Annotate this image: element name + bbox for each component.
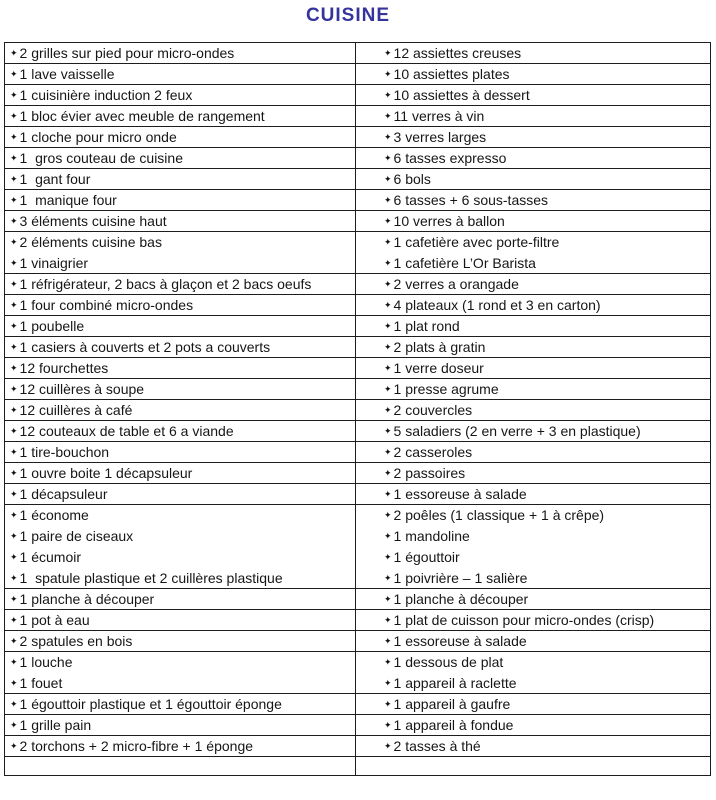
list-item [384,526,707,547]
item-text: 1 presse agrume [393,381,499,397]
bullet-icon: ✦ [384,343,392,353]
table-row [5,505,710,589]
list-item [384,652,707,673]
table-row [5,715,710,736]
table-row [5,316,710,337]
item-text: 12 cuillères à café [19,402,133,418]
bullet-icon: ✦ [384,532,392,542]
item-text: 1 appareil à gaufre [393,696,511,712]
list-item [10,379,352,399]
cell-left [5,316,356,336]
table-row [5,211,710,232]
list-item [10,715,352,735]
item-text: 2 passoires [393,465,466,481]
bullet-icon: ✦ [384,280,392,290]
item-text: 1 manique four [19,192,117,208]
item-text: 1 paire de ciseaux [19,528,134,544]
list-item [384,43,707,63]
bullet-icon: ✦ [10,532,18,542]
cell-right [356,169,710,189]
bullet-icon: ✦ [10,91,18,101]
bullet-icon: ✦ [10,343,18,353]
cell-right [356,295,710,315]
bullet-icon: ✦ [10,616,18,626]
list-item [384,568,707,588]
bullet-icon: ✦ [10,595,18,605]
list-item [384,211,707,231]
item-text: 2 verres a orangade [393,276,519,292]
bullet-icon: ✦ [384,322,392,332]
list-item [384,547,707,568]
list-item [10,211,352,231]
item-text: 1 dessous de plat [393,654,504,670]
bullet-icon: ✦ [384,469,392,479]
bullet-icon: ✦ [384,658,392,668]
cell-right [356,505,710,588]
cell-left [5,463,356,483]
cell-left [5,211,356,231]
list-item [384,190,707,210]
item-text: 2 grilles sur pied pour micro-ondes [19,45,235,61]
item-text: 1 ouvre boite 1 décapsuleur [19,465,193,481]
cell-left [5,505,356,588]
bullet-icon: ✦ [10,154,18,164]
bullet-icon: ✦ [384,301,392,311]
list-item [10,610,352,630]
bullet-icon: ✦ [384,721,392,731]
cell-left [5,631,356,651]
cell-right [356,211,710,231]
bullet-icon: ✦ [10,490,18,500]
list-item [10,190,352,210]
list-item [10,526,352,547]
bullet-icon: ✦ [10,322,18,332]
bullet-icon: ✦ [10,658,18,668]
bullet-icon: ✦ [384,448,392,458]
bullet-icon: ✦ [384,196,392,206]
list-item [384,484,707,504]
item-text: 1 plat de cuisson pour micro-ondes (crisp) [393,612,655,628]
table-row [5,169,710,190]
inventory-table [4,42,711,776]
item-text: 1 vinaigrier [19,255,89,271]
list-item [10,463,352,483]
list-item [384,253,707,273]
page-title: CUISINE [305,5,391,26]
table-row [5,64,710,85]
item-text: 2 poêles (1 classique + 1 à crêpe) [393,507,605,523]
list-item [384,505,707,526]
bullet-icon: ✦ [10,49,18,59]
cell-right [356,589,710,609]
item-text: 1 gant four [19,171,91,187]
item-text: 1 bloc évier avec meuble de rangement [19,108,265,124]
cell-right [356,631,710,651]
table-row [5,421,710,442]
bullet-icon: ✦ [384,427,392,437]
list-item [10,400,352,420]
cell-left [5,442,356,462]
list-item [384,736,707,756]
list-item [10,85,352,105]
item-text: 11 verres à vin [393,108,485,124]
item-text: 12 fourchettes [19,360,109,376]
list-item [384,127,707,147]
list-item [384,148,707,168]
list-item [10,631,352,651]
bullet-icon: ✦ [10,238,18,248]
list-item [10,568,352,588]
bullet-icon: ✦ [10,553,18,563]
cell-right [356,484,710,504]
item-text: 1 planche à découper [19,591,155,607]
item-text: 12 cuillères à soupe [19,381,145,397]
cell-left [5,43,356,63]
list-item [10,358,352,378]
cell-right [356,442,710,462]
bullet-icon: ✦ [384,742,392,752]
bullet-icon: ✦ [384,385,392,395]
list-item [10,505,352,526]
cell-right [356,148,710,168]
bullet-icon: ✦ [384,70,392,80]
item-text: 2 tasses à thé [393,738,481,754]
list-item [10,484,352,504]
cell-left [5,232,356,273]
list-item [10,547,352,568]
bullet-icon: ✦ [10,301,18,311]
table-row [5,589,710,610]
bullet-icon: ✦ [384,406,392,416]
item-text: 1 gros couteau de cuisine [19,150,183,166]
cell-left [5,589,356,609]
table-row [5,610,710,631]
cell-left [5,169,356,189]
list-item [10,127,352,147]
cell-right [356,421,710,441]
cell-left [5,610,356,630]
table-row [5,652,710,694]
bullet-icon: ✦ [10,280,18,290]
bullet-icon: ✦ [10,469,18,479]
bullet-icon: ✦ [10,196,18,206]
bullet-icon: ✦ [384,700,392,710]
bullet-icon: ✦ [384,238,392,248]
cell-right [356,358,710,378]
cell-left [5,484,356,504]
item-text: 5 saladiers (2 en verre + 3 en plastique) [393,423,641,439]
bullet-icon: ✦ [384,154,392,164]
bullet-icon: ✦ [10,259,18,269]
item-text: 12 couteaux de table et 6 a viande [19,423,234,439]
item-text: 1 décapsuleur [19,486,108,502]
list-item [384,673,707,693]
list-item [10,148,352,168]
list-item [384,232,707,253]
table-row [5,694,710,715]
item-text: 1 plat rond [393,318,460,334]
item-text: 1 égouttoir [393,549,460,565]
item-text: 4 plateaux (1 rond et 3 en carton) [393,297,601,313]
bullet-icon: ✦ [10,637,18,647]
bullet-icon: ✦ [10,574,18,584]
item-text: 1 appareil à fondue [393,717,514,733]
item-text: 2 torchons + 2 micro-fibre + 1 éponge [19,738,254,754]
bullet-icon: ✦ [10,385,18,395]
list-item [10,316,352,336]
cell-left [5,274,356,294]
cell-right [356,379,710,399]
list-item [10,673,352,693]
list-item [10,253,352,273]
table-row [5,736,710,757]
item-text: 1 poubelle [19,318,85,334]
item-text: 1 pot à eau [19,612,90,628]
item-text: 1 appareil à raclette [393,675,517,691]
bullet-icon: ✦ [384,49,392,59]
cell-right [356,736,710,756]
item-text: 2 casseroles [393,444,473,460]
bullet-icon: ✦ [384,259,392,269]
item-text: 10 assiettes plates [393,66,510,82]
bullet-icon: ✦ [10,700,18,710]
item-text: 1 cafetière L’Or Barista [393,255,536,271]
item-text: 6 bols [393,171,431,187]
cell-right [356,316,710,336]
item-text: 2 éléments cuisine bas [19,234,162,250]
item-text: 1 tire-bouchon [19,444,110,460]
item-text: 10 assiettes à dessert [393,87,530,103]
table-row [5,379,710,400]
cell-left [5,190,356,210]
item-text: 1 cafetière avec porte-filtre [393,234,560,250]
list-item [384,715,707,735]
item-text: 1 fouet [19,675,63,691]
item-text: 1 poivrière – 1 salière [393,570,528,586]
list-item [384,274,707,294]
item-text: 1 essoreuse à salade [393,633,527,649]
table-row [5,757,710,775]
cell-left [5,715,356,735]
list-item [384,85,707,105]
list-item [10,337,352,357]
item-text: 1 essoreuse à salade [393,486,527,502]
bullet-icon: ✦ [384,637,392,647]
table-row [5,442,710,463]
list-item [10,106,352,126]
cell-right [356,85,710,105]
bullet-icon: ✦ [10,427,18,437]
list-item [384,106,707,126]
cell-right [356,337,710,357]
item-text: 10 verres à ballon [393,213,505,229]
item-text: 1 spatule plastique et 2 cuillères plastique [19,570,283,586]
table-row [5,400,710,421]
cell-right [356,64,710,84]
cell-right [356,652,710,693]
table-row [5,190,710,211]
cell-left [5,421,356,441]
cell-right [356,232,710,273]
list-item [384,694,707,714]
bullet-icon: ✦ [384,91,392,101]
bullet-icon: ✦ [10,406,18,416]
cell-left [5,85,356,105]
list-item [384,64,707,84]
bullet-icon: ✦ [10,448,18,458]
list-item [10,64,352,84]
list-item [10,736,352,756]
bullet-icon: ✦ [384,364,392,374]
table-row [5,148,710,169]
list-item [384,169,707,189]
item-text: 2 spatules en bois [19,633,133,649]
bullet-icon: ✦ [10,217,18,227]
item-text: 1 cloche pour micro onde [19,129,177,145]
table-row [5,274,710,295]
list-item [10,652,352,673]
bullet-icon: ✦ [384,175,392,185]
list-item [384,400,707,420]
bullet-icon: ✦ [10,364,18,374]
bullet-icon: ✦ [384,574,392,584]
table-row [5,295,710,316]
bullet-icon: ✦ [10,133,18,143]
bullet-icon: ✦ [10,511,18,521]
cell-left [5,337,356,357]
bullet-icon: ✦ [384,553,392,563]
item-text: 1 lave vaisselle [19,66,115,82]
item-text: 3 verres larges [393,129,487,145]
cell-right [356,43,710,63]
list-item [384,631,707,651]
list-item [10,295,352,315]
cell-left [5,358,356,378]
list-item [384,463,707,483]
item-text: 2 plats à gratin [393,339,486,355]
bullet-icon: ✦ [384,133,392,143]
list-item [384,316,707,336]
item-text: 1 économe [19,507,89,523]
cell-left [5,757,356,775]
cell-left [5,379,356,399]
table-row [5,127,710,148]
list-item [10,589,352,609]
item-text: 1 four combiné micro-ondes [19,297,194,313]
item-text: 3 éléments cuisine haut [19,213,167,229]
bullet-icon: ✦ [10,742,18,752]
bullet-icon: ✦ [384,511,392,521]
cell-right [356,106,710,126]
cell-right [356,757,710,775]
bullet-icon: ✦ [384,112,392,122]
cell-left [5,694,356,714]
item-text: 6 tasses expresso [393,150,507,166]
item-text: 6 tasses + 6 sous-tasses [393,192,549,208]
bullet-icon: ✦ [384,490,392,500]
bullet-icon: ✦ [10,175,18,185]
bullet-icon: ✦ [384,595,392,605]
cell-left [5,64,356,84]
item-text: 1 verre doseur [393,360,484,376]
table-row [5,85,710,106]
bullet-icon: ✦ [10,721,18,731]
bullet-icon: ✦ [384,217,392,227]
list-item [10,232,352,253]
list-item [384,379,707,399]
cell-left [5,400,356,420]
list-item [384,295,707,315]
item-text: 12 assiettes creuses [393,45,522,61]
table-row [5,106,710,127]
list-item [384,589,707,609]
item-text: 1 mandoline [393,528,470,544]
table-row [5,232,710,274]
cell-right [356,715,710,735]
cell-right [356,190,710,210]
cell-left [5,127,356,147]
table-row [5,484,710,505]
cell-right [356,463,710,483]
cell-left [5,652,356,693]
cell-right [356,127,710,147]
cell-right [356,610,710,630]
item-text: 1 louche [19,654,73,670]
list-item [384,610,707,630]
cell-right [356,400,710,420]
cell-left [5,736,356,756]
list-item [384,421,707,441]
list-item [10,43,352,63]
list-item [10,694,352,714]
item-text: 1 égouttoir plastique et 1 égouttoir éponge [19,696,282,712]
table-row [5,337,710,358]
cell-left [5,295,356,315]
list-item [384,442,707,462]
cell-right [356,274,710,294]
table-row [5,43,710,64]
item-text: 1 casiers à couverts et 2 pots a couverts [19,339,271,355]
bullet-icon: ✦ [10,70,18,80]
item-text: 1 réfrigérateur, 2 bacs à glaçon et 2 bacs oeufs [19,276,312,292]
bullet-icon: ✦ [10,679,18,689]
list-item [10,442,352,462]
item-text: 1 écumoir [19,549,82,565]
item-text: 1 grille pain [19,717,92,733]
list-item [10,421,352,441]
cell-left [5,106,356,126]
item-text: 2 couvercles [393,402,473,418]
table-row [5,358,710,379]
list-item [10,169,352,189]
list-item [384,358,707,378]
item-text: 1 planche à découper [393,591,529,607]
bullet-icon: ✦ [10,112,18,122]
table-row [5,463,710,484]
cell-right [356,694,710,714]
bullet-icon: ✦ [384,679,392,689]
table-row [5,631,710,652]
list-item [384,337,707,357]
bullet-icon: ✦ [384,616,392,626]
cell-left [5,148,356,168]
item-text: 1 cuisinière induction 2 feux [19,87,193,103]
list-item [10,274,352,294]
